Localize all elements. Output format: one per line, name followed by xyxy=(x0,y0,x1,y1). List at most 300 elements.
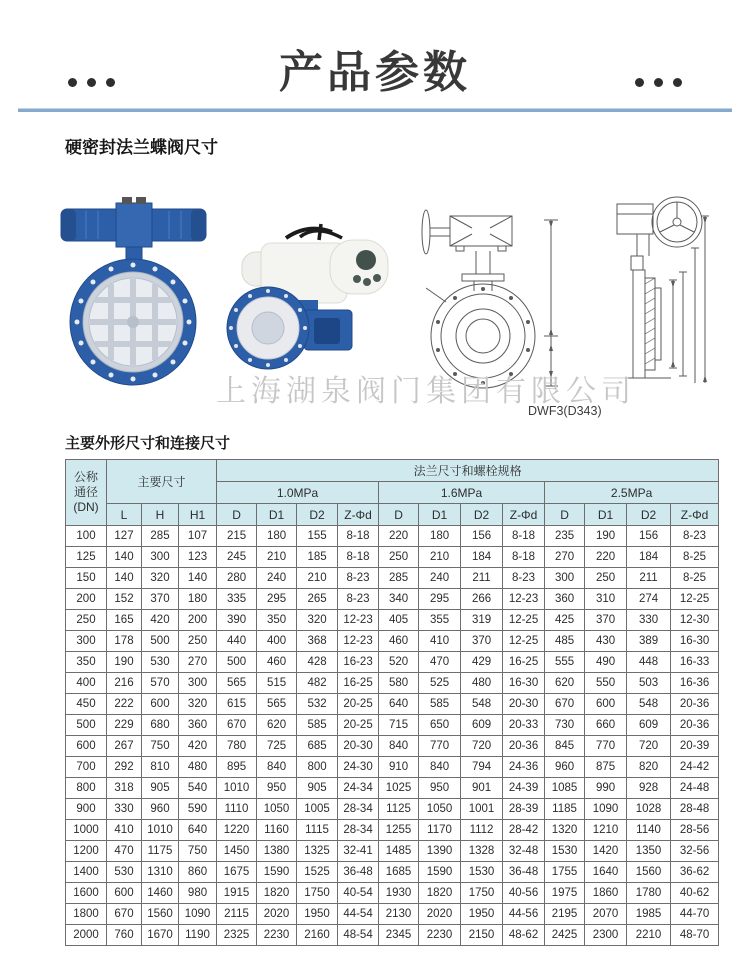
table-cell: 1320 xyxy=(545,820,585,841)
table-cell: 485 xyxy=(545,631,585,652)
table-cell: 280 xyxy=(217,568,257,589)
header-col-d: D xyxy=(217,504,257,526)
table-cell: 1170 xyxy=(419,820,461,841)
table-cell: 540 xyxy=(179,778,217,799)
table-cell: 590 xyxy=(179,799,217,820)
valve-size-heading: 硬密封法兰蝶阀尺寸 xyxy=(65,138,218,157)
table-cell: 240 xyxy=(419,568,461,589)
table-cell: 609 xyxy=(627,715,671,736)
table-cell: 780 xyxy=(217,736,257,757)
table-cell: 1001 xyxy=(461,799,503,820)
table-cell: 24-48 xyxy=(671,778,719,799)
table-cell: 274 xyxy=(627,589,671,610)
table-cell: 2230 xyxy=(419,925,461,946)
table-cell: 2325 xyxy=(217,925,257,946)
table-cell: 28-34 xyxy=(338,799,379,820)
table-cell: 720 xyxy=(461,736,503,757)
table-cell: 585 xyxy=(297,715,338,736)
table-cell: 8-23 xyxy=(338,589,379,610)
header-main-dims: 主要尺寸 xyxy=(107,460,217,504)
table-cell: 216 xyxy=(107,673,142,694)
table-cell: 8-18 xyxy=(338,526,379,547)
header-col-d2: D2 xyxy=(627,504,671,526)
table-cell: 300 xyxy=(142,547,179,568)
table-cell: 440 xyxy=(217,631,257,652)
table-cell: 1350 xyxy=(627,841,671,862)
table-cell: 210 xyxy=(257,547,297,568)
table-cell: 845 xyxy=(545,736,585,757)
table-cell: 840 xyxy=(257,757,297,778)
table-cell: 460 xyxy=(379,631,419,652)
table-cell: 20-36 xyxy=(671,715,719,736)
table-cell: 480 xyxy=(461,673,503,694)
table-cell: 1185 xyxy=(545,799,585,820)
table-cell: 2195 xyxy=(545,904,585,925)
table-cell: 190 xyxy=(585,526,627,547)
table-cell: 725 xyxy=(257,736,297,757)
table-cell: 1325 xyxy=(297,841,338,862)
table-cell: 220 xyxy=(585,547,627,568)
table-cell: 265 xyxy=(297,589,338,610)
table-cell: 530 xyxy=(142,652,179,673)
table-row xyxy=(66,694,719,715)
header-pressure-2.5mpa: 2.5MPa xyxy=(545,482,719,504)
table-cell: 1685 xyxy=(379,862,419,883)
pneumatic-butterfly-valve-photo xyxy=(56,194,211,394)
dot-icon xyxy=(106,78,115,87)
table-row xyxy=(66,652,719,673)
table-cell: 840 xyxy=(379,736,419,757)
table-cell: 1420 xyxy=(585,841,627,862)
table-cell: 405 xyxy=(379,610,419,631)
table-cell: 480 xyxy=(179,757,217,778)
table-row xyxy=(66,925,719,946)
table-cell: 1005 xyxy=(297,799,338,820)
table-cell: 165 xyxy=(107,610,142,631)
dot-icon xyxy=(673,78,682,87)
table-cell: 901 xyxy=(461,778,503,799)
table-cell: 250 xyxy=(379,547,419,568)
table-cell: 565 xyxy=(257,694,297,715)
table-cell: 990 xyxy=(585,778,627,799)
table-cell: 28-56 xyxy=(671,820,719,841)
table-cell: 184 xyxy=(461,547,503,568)
table-cell: 555 xyxy=(545,652,585,673)
table-cell: 1675 xyxy=(217,862,257,883)
page-title: 产品参数 xyxy=(279,48,471,97)
table-cell: 620 xyxy=(257,715,297,736)
table-cell: 1820 xyxy=(419,883,461,904)
table-cell: 609 xyxy=(461,715,503,736)
table-row xyxy=(66,820,719,841)
table-cell: 2345 xyxy=(379,925,419,946)
table-cell: 428 xyxy=(297,652,338,673)
technical-drawing-side-view xyxy=(611,188,716,393)
table-cell: 570 xyxy=(142,673,179,694)
table-row xyxy=(66,862,719,883)
cell-dn: 350 xyxy=(66,652,107,673)
table-cell: 2160 xyxy=(297,925,338,946)
table-cell: 2230 xyxy=(257,925,297,946)
table-cell: 720 xyxy=(627,736,671,757)
table-cell: 20-30 xyxy=(503,694,545,715)
table-cell: 482 xyxy=(297,673,338,694)
table-cell: 16-25 xyxy=(503,652,545,673)
table-cell: 295 xyxy=(419,589,461,610)
table-cell: 32-41 xyxy=(338,841,379,862)
table-cell: 16-30 xyxy=(503,673,545,694)
table-cell: 20-39 xyxy=(671,736,719,757)
table-cell: 140 xyxy=(107,547,142,568)
table-cell: 750 xyxy=(142,736,179,757)
table-cell: 580 xyxy=(379,673,419,694)
table-cell: 245 xyxy=(217,547,257,568)
table-cell: 905 xyxy=(297,778,338,799)
table-cell: 860 xyxy=(179,862,217,883)
header-col-d: D xyxy=(379,504,419,526)
cell-dn: 500 xyxy=(66,715,107,736)
table-cell: 400 xyxy=(257,631,297,652)
header-col-d1: D1 xyxy=(585,504,627,526)
table-cell: 2150 xyxy=(461,925,503,946)
table-cell: 36-48 xyxy=(503,862,545,883)
header-pressure-1.0mpa: 1.0MPa xyxy=(217,482,379,504)
cell-dn: 800 xyxy=(66,778,107,799)
table-cell: 48-54 xyxy=(338,925,379,946)
table-cell: 875 xyxy=(585,757,627,778)
header-col-d1: D1 xyxy=(419,504,461,526)
table-cell: 156 xyxy=(627,526,671,547)
table-cell: 640 xyxy=(379,694,419,715)
table-row xyxy=(66,883,719,904)
table-cell: 670 xyxy=(217,715,257,736)
table-cell: 8-23 xyxy=(338,568,379,589)
table-cell: 222 xyxy=(107,694,142,715)
table-cell: 335 xyxy=(217,589,257,610)
table-cell: 12-30 xyxy=(671,610,719,631)
table-cell: 300 xyxy=(545,568,585,589)
table-cell: 1210 xyxy=(585,820,627,841)
table-cell: 24-39 xyxy=(503,778,545,799)
header-dn-line: (DN) xyxy=(73,500,99,514)
table-cell: 36-62 xyxy=(671,862,719,883)
table-cell: 389 xyxy=(627,631,671,652)
valve-model-label: DWF3(D343) xyxy=(528,404,602,418)
table-cell: 960 xyxy=(545,757,585,778)
table-cell: 470 xyxy=(419,652,461,673)
table-cell: 155 xyxy=(297,526,338,547)
table-cell: 24-34 xyxy=(338,778,379,799)
table-cell: 8-18 xyxy=(338,547,379,568)
table-cell: 44-56 xyxy=(503,904,545,925)
table-cell: 220 xyxy=(379,526,419,547)
table-cell: 1090 xyxy=(585,799,627,820)
table-cell: 515 xyxy=(257,673,297,694)
cell-dn: 900 xyxy=(66,799,107,820)
table-cell: 1560 xyxy=(142,904,179,925)
table-cell: 1975 xyxy=(545,883,585,904)
table-cell: 1450 xyxy=(217,841,257,862)
table-cell: 12-23 xyxy=(503,589,545,610)
table-cell: 670 xyxy=(107,904,142,925)
table-cell: 660 xyxy=(585,715,627,736)
table-cell: 548 xyxy=(461,694,503,715)
table-cell: 140 xyxy=(179,568,217,589)
table-cell: 800 xyxy=(297,757,338,778)
table-cell: 1950 xyxy=(461,904,503,925)
cell-dn: 300 xyxy=(66,631,107,652)
table-cell: 448 xyxy=(627,652,671,673)
table-cell: 355 xyxy=(419,610,461,631)
dot-icon xyxy=(87,78,96,87)
table-cell: 410 xyxy=(419,631,461,652)
table-cell: 1525 xyxy=(297,862,338,883)
table-cell: 1780 xyxy=(627,883,671,904)
table-body xyxy=(66,526,719,946)
table-cell: 20-25 xyxy=(338,715,379,736)
table-cell: 12-25 xyxy=(671,589,719,610)
table-cell: 211 xyxy=(627,568,671,589)
table-cell: 2300 xyxy=(585,925,627,946)
product-images-row xyxy=(50,164,710,420)
table-cell: 185 xyxy=(297,547,338,568)
table-cell: 8-25 xyxy=(671,547,719,568)
table-cell: 180 xyxy=(419,526,461,547)
table-cell: 12-25 xyxy=(503,631,545,652)
table-cell: 685 xyxy=(297,736,338,757)
cell-dn: 400 xyxy=(66,673,107,694)
table-cell: 565 xyxy=(217,673,257,694)
cell-dn: 700 xyxy=(66,757,107,778)
table-cell: 1390 xyxy=(419,841,461,862)
table-cell: 1085 xyxy=(545,778,585,799)
table-cell: 292 xyxy=(107,757,142,778)
table-cell: 156 xyxy=(461,526,503,547)
table-cell: 20-25 xyxy=(338,694,379,715)
table-row xyxy=(66,673,719,694)
table-cell: 20-36 xyxy=(503,736,545,757)
table-cell: 1125 xyxy=(379,799,419,820)
table-cell: 240 xyxy=(257,568,297,589)
table-cell: 215 xyxy=(217,526,257,547)
table-cell: 905 xyxy=(142,778,179,799)
cell-dn: 250 xyxy=(66,610,107,631)
table-cell: 350 xyxy=(257,610,297,631)
table-cell: 184 xyxy=(627,547,671,568)
table-cell: 360 xyxy=(545,589,585,610)
table-row xyxy=(66,757,719,778)
table-cell: 16-30 xyxy=(671,631,719,652)
table-cell: 266 xyxy=(461,589,503,610)
table-cell: 1028 xyxy=(627,799,671,820)
table-cell: 211 xyxy=(461,568,503,589)
table-cell: 340 xyxy=(379,589,419,610)
table-cell: 140 xyxy=(107,568,142,589)
cell-dn: 1000 xyxy=(66,820,107,841)
table-cell: 1930 xyxy=(379,883,419,904)
table-row xyxy=(66,904,719,925)
table-cell: 980 xyxy=(179,883,217,904)
table-cell: 12-25 xyxy=(503,610,545,631)
table-cell: 8-25 xyxy=(671,568,719,589)
table-cell: 190 xyxy=(107,652,142,673)
cell-dn: 1800 xyxy=(66,904,107,925)
table-cell: 250 xyxy=(179,631,217,652)
table-cell: 267 xyxy=(107,736,142,757)
table-cell: 530 xyxy=(107,862,142,883)
table-cell: 285 xyxy=(379,568,419,589)
table-cell: 285 xyxy=(142,526,179,547)
table-cell: 1175 xyxy=(142,841,179,862)
table-row xyxy=(66,568,719,589)
table-cell: 36-48 xyxy=(338,862,379,883)
table-cell: 2210 xyxy=(627,925,671,946)
table-cell: 600 xyxy=(142,694,179,715)
dots-decoration-right xyxy=(635,78,682,87)
table-cell: 640 xyxy=(179,820,217,841)
table-cell: 20-36 xyxy=(671,694,719,715)
header-col-d2: D2 xyxy=(461,504,503,526)
table-cell: 8-18 xyxy=(503,526,545,547)
dot-icon xyxy=(68,78,77,87)
table-cell: 840 xyxy=(419,757,461,778)
table-row xyxy=(66,715,719,736)
dot-icon xyxy=(654,78,663,87)
table-cell: 910 xyxy=(379,757,419,778)
header-dn-line: 公称 xyxy=(73,470,98,484)
table-cell: 28-34 xyxy=(338,820,379,841)
cell-dn: 200 xyxy=(66,589,107,610)
table-cell: 532 xyxy=(297,694,338,715)
table-cell: 1050 xyxy=(419,799,461,820)
table-cell: 770 xyxy=(585,736,627,757)
table-cell: 320 xyxy=(142,568,179,589)
header-col-l: L xyxy=(107,504,142,526)
header-col-d: D xyxy=(545,504,585,526)
table-cell: 1050 xyxy=(257,799,297,820)
table-cell: 270 xyxy=(179,652,217,673)
table-cell: 330 xyxy=(627,610,671,631)
table-cell: 950 xyxy=(419,778,461,799)
table-cell: 1915 xyxy=(217,883,257,904)
table-cell: 1110 xyxy=(217,799,257,820)
header-col-zd: Z-Φd xyxy=(338,504,379,526)
table-cell: 8-23 xyxy=(671,526,719,547)
cell-dn: 2000 xyxy=(66,925,107,946)
header-dn-line: 通径 xyxy=(73,485,98,499)
header-col-d1: D1 xyxy=(257,504,297,526)
table-cell: 750 xyxy=(179,841,217,862)
table-cell: 28-48 xyxy=(671,799,719,820)
table-cell: 40-56 xyxy=(503,883,545,904)
table-cell: 1950 xyxy=(297,904,338,925)
table-cell: 390 xyxy=(217,610,257,631)
table-cell: 370 xyxy=(585,610,627,631)
table-cell: 470 xyxy=(107,841,142,862)
table-cell: 318 xyxy=(107,778,142,799)
table-cell: 24-36 xyxy=(503,757,545,778)
table-row xyxy=(66,841,719,862)
table-cell: 1640 xyxy=(585,862,627,883)
table-cell: 810 xyxy=(142,757,179,778)
table-cell: 1985 xyxy=(627,904,671,925)
table-cell: 770 xyxy=(419,736,461,757)
table-cell: 178 xyxy=(107,631,142,652)
header-flange-specs: 法兰尺寸和螺栓规格 xyxy=(217,460,719,482)
table-cell: 229 xyxy=(107,715,142,736)
table-cell: 670 xyxy=(545,694,585,715)
table-cell: 12-23 xyxy=(338,631,379,652)
table-cell: 1310 xyxy=(142,862,179,883)
table-cell: 370 xyxy=(142,589,179,610)
blue-divider xyxy=(18,108,732,112)
table-cell: 1485 xyxy=(379,841,419,862)
table-cell: 16-23 xyxy=(338,652,379,673)
table-cell: 585 xyxy=(419,694,461,715)
table-row xyxy=(66,610,719,631)
table-cell: 950 xyxy=(257,778,297,799)
table-cell: 320 xyxy=(297,610,338,631)
table-cell: 32-48 xyxy=(503,841,545,862)
table-cell: 600 xyxy=(585,694,627,715)
table-cell: 600 xyxy=(107,883,142,904)
table-cell: 2020 xyxy=(419,904,461,925)
table-cell: 460 xyxy=(257,652,297,673)
table-cell: 300 xyxy=(179,673,217,694)
table-cell: 180 xyxy=(179,589,217,610)
cell-dn: 1400 xyxy=(66,862,107,883)
table-cell: 1328 xyxy=(461,841,503,862)
table-cell: 500 xyxy=(217,652,257,673)
table-cell: 928 xyxy=(627,778,671,799)
table-cell: 210 xyxy=(419,547,461,568)
table-cell: 1750 xyxy=(461,883,503,904)
table-cell: 420 xyxy=(179,736,217,757)
table-cell: 210 xyxy=(297,568,338,589)
table-cell: 1750 xyxy=(297,883,338,904)
table-cell: 2130 xyxy=(379,904,419,925)
header-col-zd: Z-Φd xyxy=(671,504,719,526)
table-cell: 2020 xyxy=(257,904,297,925)
cell-dn: 1600 xyxy=(66,883,107,904)
dot-icon xyxy=(635,78,644,87)
table-cell: 525 xyxy=(419,673,461,694)
table-cell: 500 xyxy=(142,631,179,652)
header-col-h1: H1 xyxy=(179,504,217,526)
table-cell: 2425 xyxy=(545,925,585,946)
cell-dn: 1200 xyxy=(66,841,107,862)
table-cell: 368 xyxy=(297,631,338,652)
table-cell: 235 xyxy=(545,526,585,547)
title-band xyxy=(0,0,750,97)
table-cell: 410 xyxy=(107,820,142,841)
table-cell: 107 xyxy=(179,526,217,547)
table-cell: 152 xyxy=(107,589,142,610)
table-cell: 127 xyxy=(107,526,142,547)
table-cell: 310 xyxy=(585,589,627,610)
table-cell: 420 xyxy=(142,610,179,631)
table-cell: 48-70 xyxy=(671,925,719,946)
table-cell: 1255 xyxy=(379,820,419,841)
table-cell: 1190 xyxy=(179,925,217,946)
table-cell: 250 xyxy=(585,568,627,589)
table-cell: 429 xyxy=(461,652,503,673)
table-cell: 1460 xyxy=(142,883,179,904)
table-cell: 1530 xyxy=(545,841,585,862)
electric-actuator-valve-photo xyxy=(226,216,391,381)
dimensions-heading: 主要外形尺寸和连接尺寸 xyxy=(65,435,231,452)
table-cell: 650 xyxy=(419,715,461,736)
